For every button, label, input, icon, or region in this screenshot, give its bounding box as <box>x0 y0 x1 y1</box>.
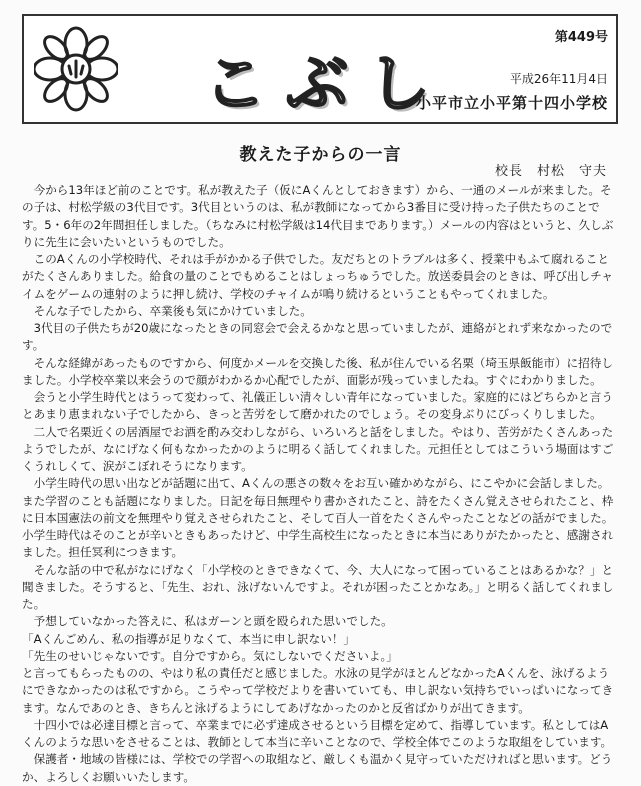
issue-date: 平成26年11月4日 <box>509 72 608 86</box>
school-emblem-icon <box>34 26 118 112</box>
paragraph: 3代目の子供たちが20歳になったときの同窓会で会えるかなと思っていましたが、連絡がとれず来なかったのです。 <box>22 321 613 353</box>
paragraph: 十四小では必達目標と言って、卒業までに必ず達成させるという目標を定めて、指導しています。私としてはAくんのような思いをさせることは、教師として本当に辛いことなので、学校全体でこのような取組をしています。 <box>22 717 613 749</box>
quote: 「Aくんごめん、私の指導が足りなくて、本当に申し訳ない！」 <box>22 631 356 646</box>
paragraph: 二人で名栗近くの居酒屋でお酒を酌み交わしながら、いろいろと話をしました。やはり、苦労がたくさんあったようでしたが、なにげなく何もなかったかのように明るく話してくれました。元担任としてはこういう場面はすごくうれしくて、涙がこぼれそうになります。 <box>22 424 614 473</box>
newsletter-title: こぶし <box>204 47 451 120</box>
article-author: 校長 村松 守夫 <box>494 164 607 179</box>
paragraph: 小学生時代の思い出などが話題に出て、Aくんの悪さの数々をお互い確かめながら、にこやかに会話しました。また学習のことも話題になりました。日記を毎日無理やり書かされたこと、詩をたくさん覚えさせられたこと、枠に日本国憲法の前文を無理やり覚えさせられたこと、そして百人一首をたくさんやったことなどの話がでました。小学生時代はそのことが辛いときもあったけど、中学生高校生になったときに本当にありがたかったと、感謝されました。担任冥利につきます。 <box>22 476 614 560</box>
paragraph: 会うと小学生時代とはうって変わって、礼儀正しい清々しい青年になっていました。家庭的にはどちらかと言うとあまり恵まれない子でしたから、きっと苦労をして磨かれたのでしょう。その変身ぶりにびっくりしました。 <box>22 390 613 422</box>
paragraph: 予想していなかった答えに、私はガーンと頭を殴られた思いでした。 <box>33 614 393 629</box>
article-body <box>22 182 618 786</box>
paragraph: 今から13年ほど前のことです。私が教えた子（仮にAくんとしておきます）から、一通のメールが来ました。その子は、村松学級の3代目です。3代目というのは、私が教師になってから3番目に受け持った子供たちのことです。5・6年の2年間担任しました。（ちなみに村松学級は14代目まであります。）メールの内容はというと、久しぶりに先生に会いたいというものでした。 <box>22 183 614 249</box>
paragraph: そんな子でしたから、卒業後も気にかけていました。 <box>33 303 312 318</box>
issue-number: 第449号 <box>554 30 608 45</box>
paragraph: と言ってもらったものの、やはり私の責任だと感じました。水泳の見学がほとんどなかったAくんを、泳げるようにできなかったのは私ですから。こうやって学校だよりを書いていても、申し訳ない気持ちでいっぱいになってきます。なんであのとき、きちんと泳げるようにしてあげなかったのかと反省ばかりが出てきます。 <box>22 666 614 715</box>
paragraph: このAくんの小学校時代、それは手がかかる子供でした。友だちとのトラブルは多く、授業中もふて腐れることがたくさんありました。給食の量のことでもめることはしょっちゅうでした。放送委員会のときは、呼び出しチャイムをゲームの連射のように押し続け、学校のチャイムが鳴り続けるということもやってくれました。 <box>22 252 613 301</box>
school-name: 小平市立小平第十四小学校 <box>415 94 608 112</box>
article-title: 教えた子からの一言 <box>239 145 402 165</box>
quote: 「先生のせいじゃないです。自分ですから。気にしないでくださいよ。」 <box>22 648 398 663</box>
paragraph: そんな話の中で私がなにげなく「小学校のときできなくて、今、大人になって困っていることはあるかな？」と聞きました。そうすると、「先生、おれ、泳げないんですよ。それが困ったことかなあ。」と明るく話してくれました。 <box>22 562 614 611</box>
paragraph: 保護者・地域の皆様には、学校での学習への取組など、厳しくも温かく見守っていただければと思います。どうか、よろしくお願いいたします。 <box>22 752 613 784</box>
masthead <box>22 14 618 124</box>
paragraph: そんな経緯があったものですから、何度かメールを交換した後、私が住んでいる名栗（埼玉県飯能市）に招待しました。小学校卒業以来会うので顔がわかるか心配でしたが、面影が残っていましたね。すぐにわかりました。 <box>22 355 613 387</box>
